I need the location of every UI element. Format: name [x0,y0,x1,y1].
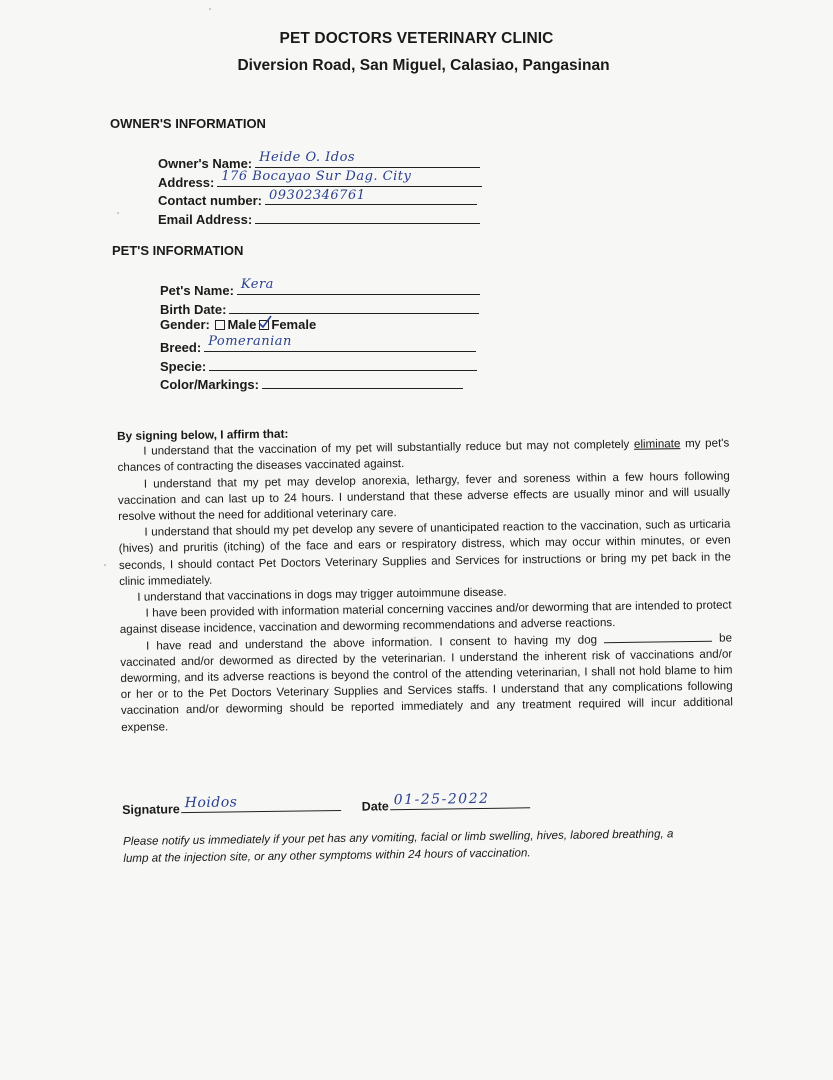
date-field[interactable] [390,790,530,810]
pet-section-title: PET'S INFORMATION [112,243,244,258]
owner-email-row [158,209,480,227]
scan-speck [104,564,106,566]
date-label: Date [361,799,389,814]
pet-gender-label: Gender: [160,317,210,332]
owner-contact-field[interactable] [265,190,477,205]
pet-name-field[interactable] [237,277,480,295]
pet-breed-value: Pomeranian [208,334,292,349]
affirmation-lead: By signing below, I affirm that: [117,426,289,443]
owner-contact-row [158,190,477,208]
owner-contact-value: 09302346761 [269,188,366,203]
signature-value: Hoidos [184,794,238,812]
pet-specie-row [160,356,477,374]
pet-breed-label: Breed: [160,340,202,355]
affirmation-paragraph-3: I understand that should my pet develop any severe of unanticipated reaction to the vaccination, such as urticaria (hives) and pruritis (itching) of the face and ears or respiratory distress, which may occur within minutes, or even seconds, I should contact Pet Doctors Veterinary Supplies and Services for instructions or bring my pet back in the clinic immediately. [118,517,731,588]
p1-text-b: my pet's chances of contracting the diseases vaccinated against. [117,436,730,475]
clinic-name: PET DOCTORS VETERINARY CLINIC [279,30,554,47]
p6-text-a: I have read and understand the above information. I consent to having my dog [145,632,605,653]
owner-address-value: 176 Bocayao Sur Dag. City [221,169,412,184]
gender-female-label: Female [271,317,317,332]
scan-speck [209,8,211,10]
pet-breed-field[interactable] [204,334,476,352]
pet-specie-label: Specie: [160,359,207,374]
p6-text-b: be vaccinated and/or dewormed as directed by the veterinarian. I understand the inherent risk of vaccinations and/or deworming, and its adverse reactions is beyond the control of the attending veterinarian, I shall not hold blame to him or her or to the Pet Doctors Veterinary Supplies and Services staffs. I understand that any complications following vaccination and/or deworming should be reported immediately and any treatment required will incur additional expense. [120,631,733,734]
owner-section-title: OWNER'S INFORMATION [110,116,266,131]
signature-row [122,790,530,817]
gender-male-checkbox[interactable] [215,320,225,330]
affirmation-text [117,419,733,735]
affirmation-paragraph-5: I have been provided with information material concerning vaccines and/or deworming that are intended to protect against disease incidence, vaccination and deworming recommendations and adverse reactions. [119,598,732,637]
p1-underlined-word: eliminate [633,437,681,451]
pet-color-row [160,374,463,392]
signature-field[interactable] [181,794,341,813]
pet-birth-row [160,299,479,317]
pet-breed-row [160,334,476,355]
affirmation-paragraph-2: I understand that my pet may develop anorexia, lethargy, fever and soreness within a few hours following vaccination and can last up to 24 hours. I understand that these adverse effects are usually minor and will usually resolve without the need for additional veterinary care. [117,469,731,524]
aftercare-notice: Please notify us immediately if your pet has any vomiting, facial or limb swelling, hives, labored breathing, a lump at the injection site, or any other symptoms within 24 hours of vaccination. [123,827,674,865]
pet-name-row [160,277,480,298]
p1-text-a: I understand that the vaccination of my pet will substantially reduce but may not completely [143,437,635,458]
pet-birth-field[interactable] [229,299,479,314]
owner-contact-label: Contact number: [158,193,262,208]
pet-specie-field[interactable] [209,356,477,371]
pet-name-label: Pet's Name: [160,283,234,298]
date-value: 01-25-2022 [393,790,490,809]
gender-male-label: Male [227,317,257,332]
owner-name-label: Owner's Name: [158,156,253,171]
scan-speck [117,212,119,214]
pet-color-field[interactable] [262,374,463,389]
owner-address-label: Address: [158,175,215,190]
dog-name-blank[interactable] [604,630,712,643]
clinic-address: Diversion Road, San Miguel, Calasiao, Pangasinan [237,57,610,74]
affirmation-paragraph-4: I understand that vaccinations in dogs may trigger autoimmune disease. [137,585,507,604]
owner-name-value: Heide O. Idos [259,150,356,165]
pet-birth-label: Birth Date: [160,302,227,317]
owner-email-field[interactable] [255,209,480,224]
signature-label: Signature [122,802,180,817]
affirmation-paragraph-6 [120,630,733,736]
checkmark-icon [258,315,272,329]
owner-name-field[interactable] [255,150,480,168]
gender-female-checkbox[interactable] [259,320,269,330]
pet-color-label: Color/Markings: [160,377,259,392]
pet-gender-row [160,317,316,332]
owner-address-field[interactable] [217,169,482,187]
pet-name-value: Kera [240,277,274,292]
owner-email-label: Email Address: [158,212,253,227]
